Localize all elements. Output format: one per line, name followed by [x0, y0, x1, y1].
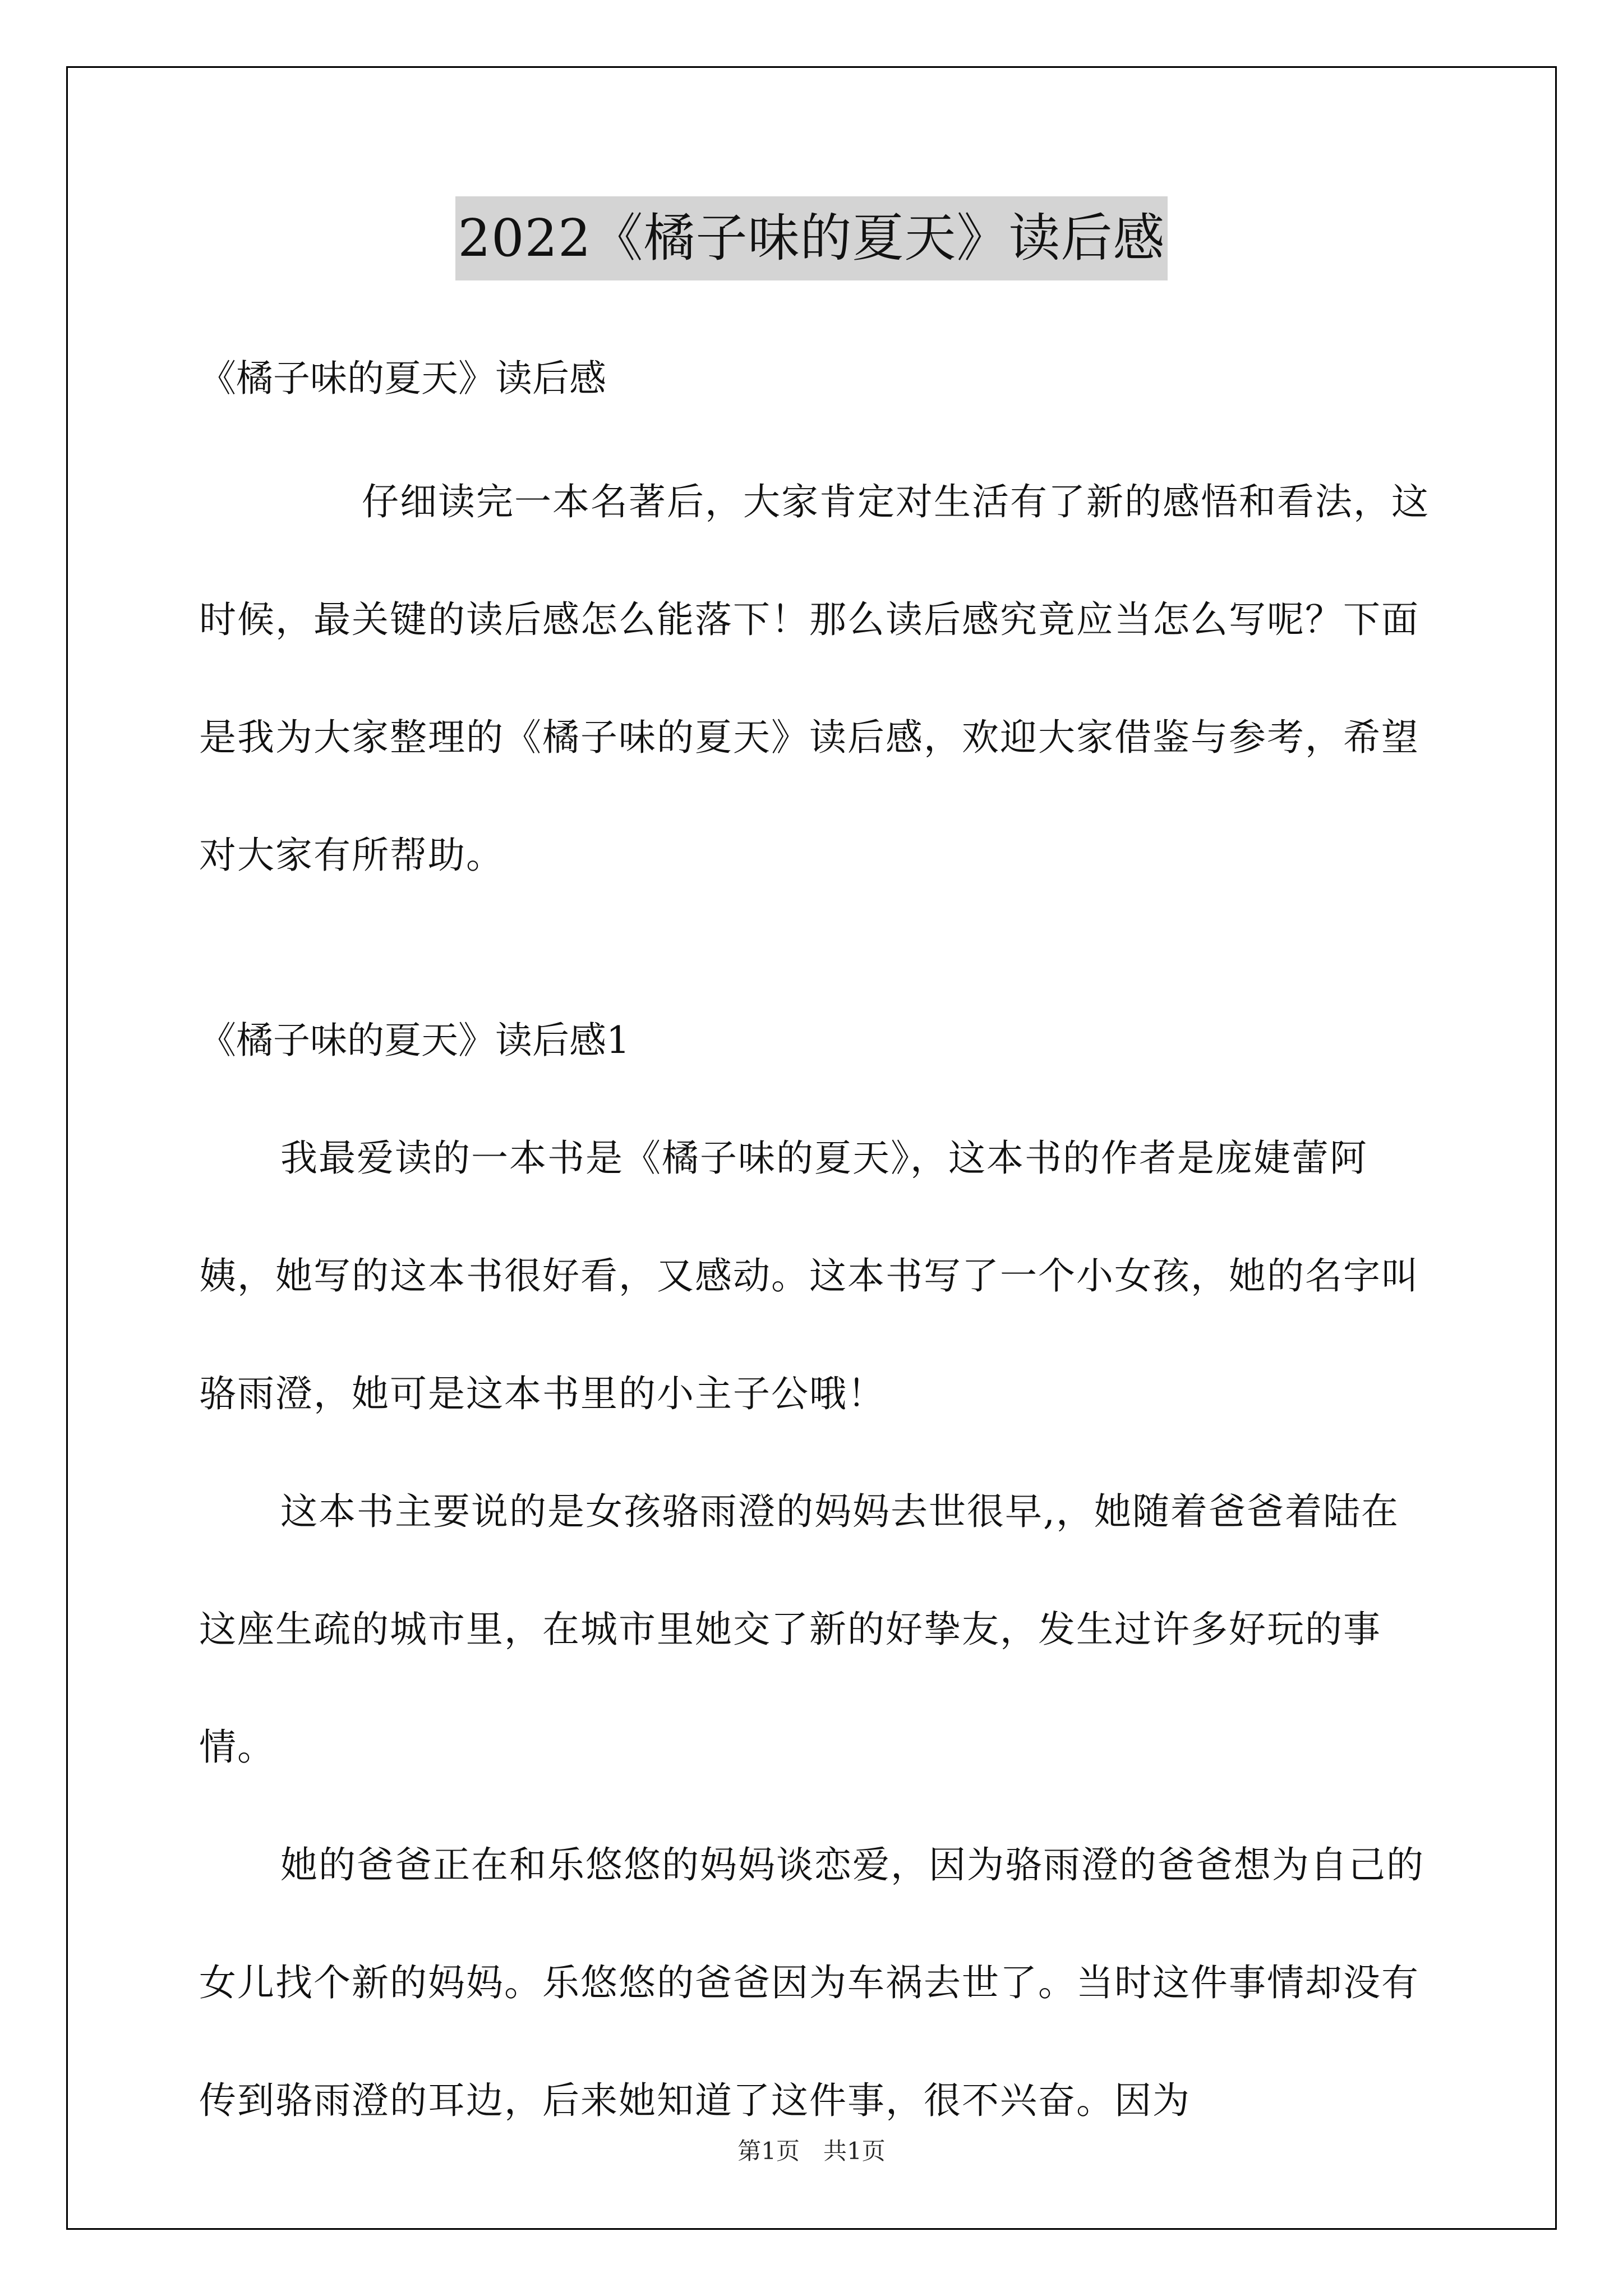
page-number: 第1页 — [737, 2137, 800, 2165]
body-paragraph-3: 她的爸爸正在和乐悠悠的妈妈谈恋爱，因为骆雨澄的爸爸想为自己的女儿找个新的妈妈。乐悠悠的爸爸因为车祸去世了。当时这件事情却没有传到骆雨澄的耳边，后来她知道了这件事，很不兴奋。因为 — [199, 1843, 1424, 2122]
document-body — [199, 337, 1433, 2160]
page-total: 共1页 — [823, 2137, 886, 2165]
document-subtitle: 《橘子味的夏天》读后感 — [199, 357, 606, 400]
section-heading: 《橘子味的夏天》读后感1 — [199, 1019, 630, 1062]
document-title: 2022《橘子味的夏天》读后感 — [455, 196, 1167, 280]
title-area — [0, 196, 1623, 280]
body-paragraph-1: 我最爱读的一本书是《橘子味的夏天》，这本书的作者是庞婕蕾阿姨，她写的这本书很好看，又感动。这本书写了一个小女孩，她的名字叫骆雨澄，她可是这本书里的小主子公哦！ — [199, 1137, 1419, 1415]
body-paragraph-2: 这本书主要说的是女孩骆雨澄的妈妈去世很早,，她随着爸爸着陆在这座生疏的城市里，在城市里她交了新的好挚友，发生过许多好玩的事情。 — [199, 1490, 1399, 1769]
intro-paragraph: 仔细读完一本名著后，大家肯定对生活有了新的感悟和看法，这时候，最关键的读后感怎么能落下！那么读后感究竟应当怎么写呢？下面是我为大家整理的《橘子味的夏天》读后感，欢迎大家借鉴与参考，希望对大家有所帮助。 — [199, 480, 1430, 877]
page-footer — [0, 2134, 1623, 2168]
